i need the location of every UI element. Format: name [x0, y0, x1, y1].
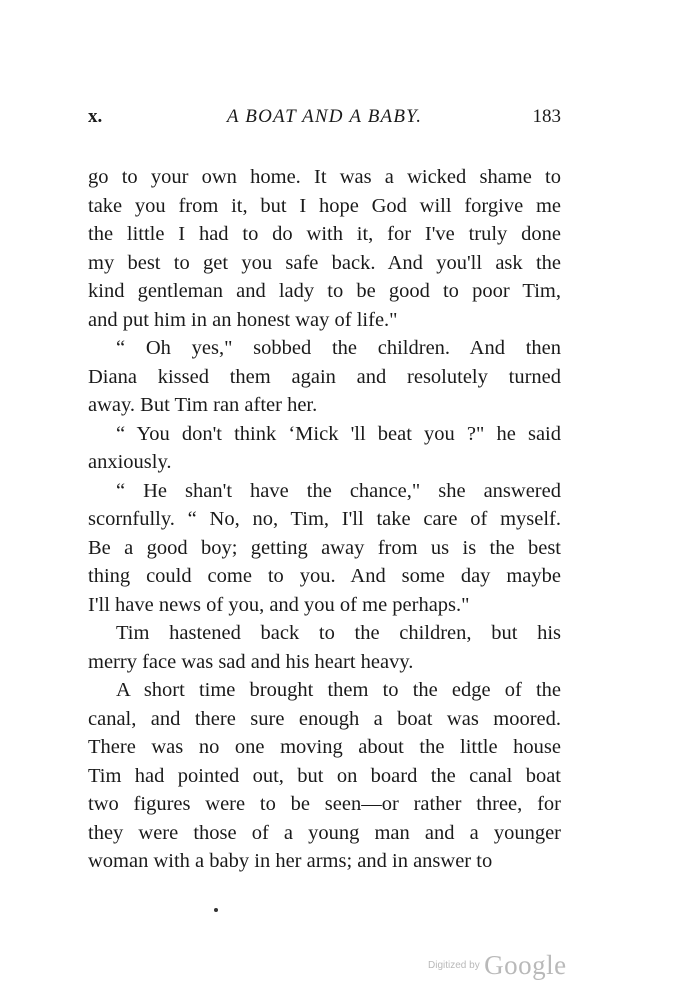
text-line: away. But Tim ran after her.	[88, 394, 318, 416]
text-line: Diana kissed them again and resolutely turned	[88, 365, 561, 388]
text-line: they were those of a young man and a younger	[88, 821, 561, 844]
text-line: Tim hastened back to the children, but his	[116, 622, 561, 644]
text-line: take you from it, but I hope God will forgive me	[88, 194, 561, 217]
text-line: “ Oh yes," sobbed the children. And then	[116, 337, 561, 359]
text-line: Tim had pointed out, but on board the canal boat	[88, 764, 561, 787]
text-line: Be a good boy; getting away from us is the best	[88, 536, 561, 559]
text-line: scornfully. “ No, no, Tim, I'll take care of myself.	[88, 508, 561, 530]
watermark-prefix: Digitized by	[428, 960, 480, 971]
text-line: the little I had to do with it, for I've truly done	[88, 223, 561, 245]
text-line: thing could come to you. And some day maybe	[88, 565, 561, 587]
running-header	[88, 106, 561, 130]
text-line: “ He shan't have the chance," she answered	[116, 479, 561, 502]
text-line: and put him in an honest way of life."	[88, 308, 398, 331]
text-line: There was no one moving about the little house	[88, 736, 561, 758]
page-number: 183	[532, 106, 561, 127]
paragraph	[88, 676, 561, 876]
text-line: canal, and there sure enough a boat was moored.	[88, 707, 561, 730]
running-title: A BOAT AND A BABY.	[226, 106, 423, 127]
text-line: kind gentleman and lady to be good to poor Tim,	[88, 280, 561, 302]
text-line: “ You don't think ‘Mick 'll beat you ?" he said	[116, 422, 561, 445]
chapter-number: x.	[88, 106, 103, 127]
paragraph	[88, 420, 561, 477]
text-line: anxiously.	[88, 451, 172, 473]
text-line: two figures were to be seen—or rather three, for	[88, 793, 561, 815]
text-line: my best to get you safe back. And you'll ask the	[88, 251, 561, 274]
digitized-by-google-watermark	[428, 950, 567, 981]
text-line: woman with a baby in her arms; and in answer to	[88, 850, 493, 872]
text-line: merry face was sad and his heart heavy.	[88, 650, 414, 673]
google-logo: Google	[484, 950, 567, 980]
paragraph	[88, 163, 561, 334]
paragraph	[88, 619, 561, 676]
paragraph	[88, 477, 561, 620]
text-line: I'll have news of you, and you of me perhaps."	[88, 593, 470, 616]
paragraph	[88, 334, 561, 420]
text-line: A short time brought them to the edge of the	[116, 679, 561, 701]
text-line: go to your own home. It was a wicked shame to	[88, 166, 561, 188]
body-text	[88, 163, 561, 876]
ink-speck	[214, 908, 218, 912]
